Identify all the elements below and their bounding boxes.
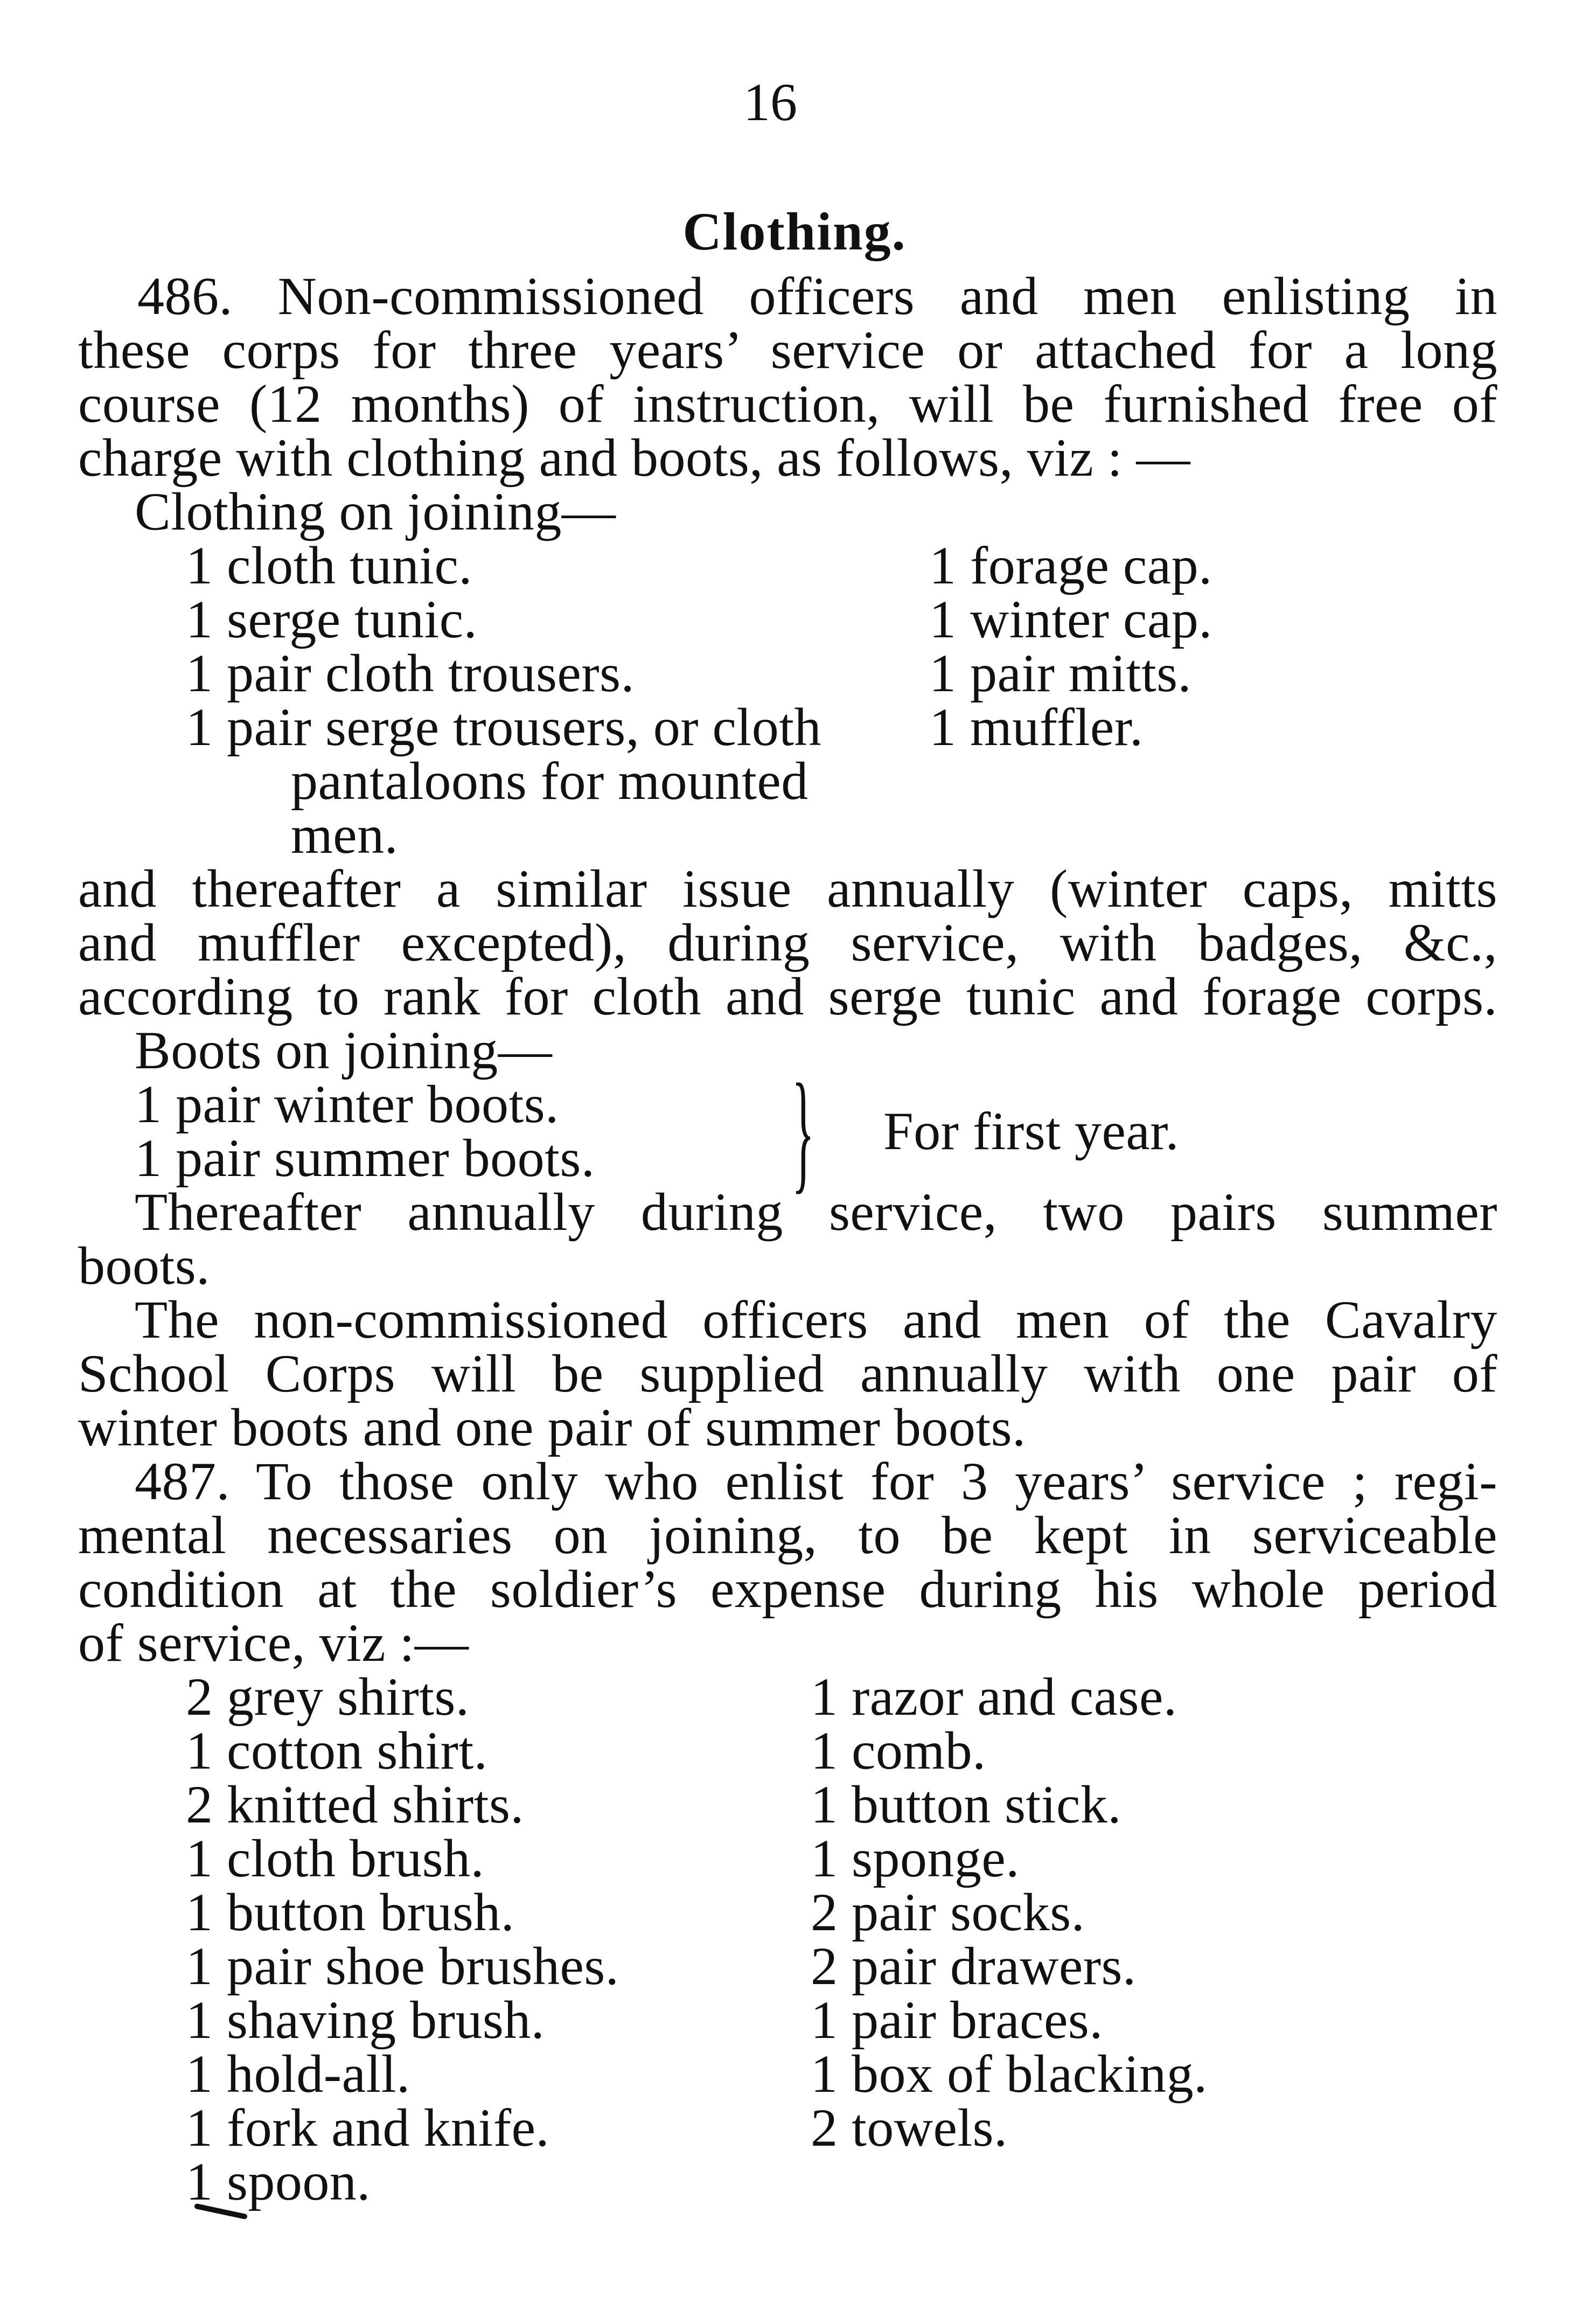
para-487-line: of service, viz :— — [78, 1613, 469, 1673]
necessary-item-right: 2 pair socks. — [811, 1882, 1085, 1942]
section-heading: Clothing. — [682, 201, 907, 261]
boots-thereafter-line: Thereafter annually during service, two pairs summer — [135, 1182, 1497, 1242]
necessary-item-left: 1 cotton shirt. — [186, 1721, 488, 1780]
para-487-line: 487. To those only who enlist for 3 years’ service ; regi- — [135, 1451, 1497, 1511]
cavalry-line: School Corps will be supplied annually with one pair of — [78, 1344, 1497, 1403]
thereafter-line: and thereafter a similar issue annually (winter caps, mitts — [78, 859, 1497, 919]
clothing-item-right: 1 forage cap. — [929, 535, 1212, 595]
boots-thereafter-line: boots. — [78, 1236, 210, 1296]
cavalry-line: winter boots and one pair of summer boots. — [78, 1397, 1026, 1457]
necessary-item-left: 1 spoon. — [186, 2152, 371, 2211]
necessary-item-left: 1 hold-all. — [186, 2044, 410, 2104]
necessary-item-right: 2 pair drawers. — [811, 1936, 1137, 1996]
clothing-item-left: 1 pair cloth trousers. — [186, 643, 635, 703]
para-487-line: condition at the soldier’s expense during his whole period — [78, 1559, 1497, 1619]
necessary-item-left: 2 grey shirts. — [186, 1667, 470, 1727]
boots-note: For first year. — [883, 1101, 1180, 1161]
necessary-item-left: 1 cloth brush. — [186, 1828, 485, 1888]
necessary-item-right: 1 button stick. — [811, 1775, 1121, 1834]
clothing-item-right: 1 pair mitts. — [929, 643, 1192, 703]
boots-item: 1 pair winter boots. — [135, 1074, 559, 1134]
necessary-item-right: 1 sponge. — [811, 1828, 1020, 1888]
para-486-line: 486. Non-commissioned officers and men enlisting in — [137, 266, 1497, 326]
clothing-item-left: 1 cloth tunic. — [186, 535, 472, 595]
thereafter-line: and muffler excepted), during service, with badges, &c., — [78, 913, 1497, 972]
necessary-item-right: 1 box of blacking. — [811, 2044, 1208, 2104]
para-486-line: course (12 months) of instruction, will be furnished free of — [78, 374, 1497, 434]
clothing-item-left: pantaloons for mounted — [291, 751, 809, 811]
clothing-item-left: men. — [291, 805, 399, 865]
thereafter-line: according to rank for cloth and serge tunic and forage corps. — [78, 966, 1497, 1026]
clothing-on-joining-label: Clothing on joining— — [135, 482, 616, 541]
cavalry-line: The non-commissioned officers and men of the Cavalry — [135, 1290, 1497, 1349]
clothing-item-left: 1 serge tunic. — [186, 589, 478, 649]
necessary-item-right: 1 razor and case. — [811, 1667, 1177, 1727]
para-486-line: charge with clothing and boots, as follows, viz : — — [78, 428, 1191, 488]
necessary-item-left: 1 fork and knife. — [186, 2098, 549, 2158]
necessary-item-right: 2 towels. — [811, 2098, 1008, 2158]
boots-item: 1 pair summer boots. — [135, 1128, 595, 1188]
necessary-item-left: 1 pair shoe brushes. — [186, 1936, 619, 1996]
boots-on-joining-label: Boots on joining— — [135, 1020, 553, 1080]
clothing-item-right: 1 winter cap. — [929, 589, 1212, 649]
necessary-item-right: 1 pair braces. — [811, 1990, 1103, 2050]
brace-mark: } — [792, 1056, 814, 1206]
necessary-item-left: 1 button brush. — [186, 1882, 515, 1942]
necessary-item-left: 2 knitted shirts. — [186, 1775, 524, 1834]
clothing-item-left: 1 pair serge trousers, or cloth — [186, 697, 822, 757]
clothing-item-right: 1 muffler. — [929, 697, 1144, 757]
page-number: 16 — [743, 72, 797, 132]
para-486-line: these corps for three years’ service or attached for a long — [78, 320, 1497, 380]
para-487-line: mental necessaries on joining, to be kept in serviceable — [78, 1505, 1497, 1565]
necessary-item-left: 1 shaving brush. — [186, 1990, 545, 2050]
necessary-item-right: 1 comb. — [811, 1721, 986, 1780]
